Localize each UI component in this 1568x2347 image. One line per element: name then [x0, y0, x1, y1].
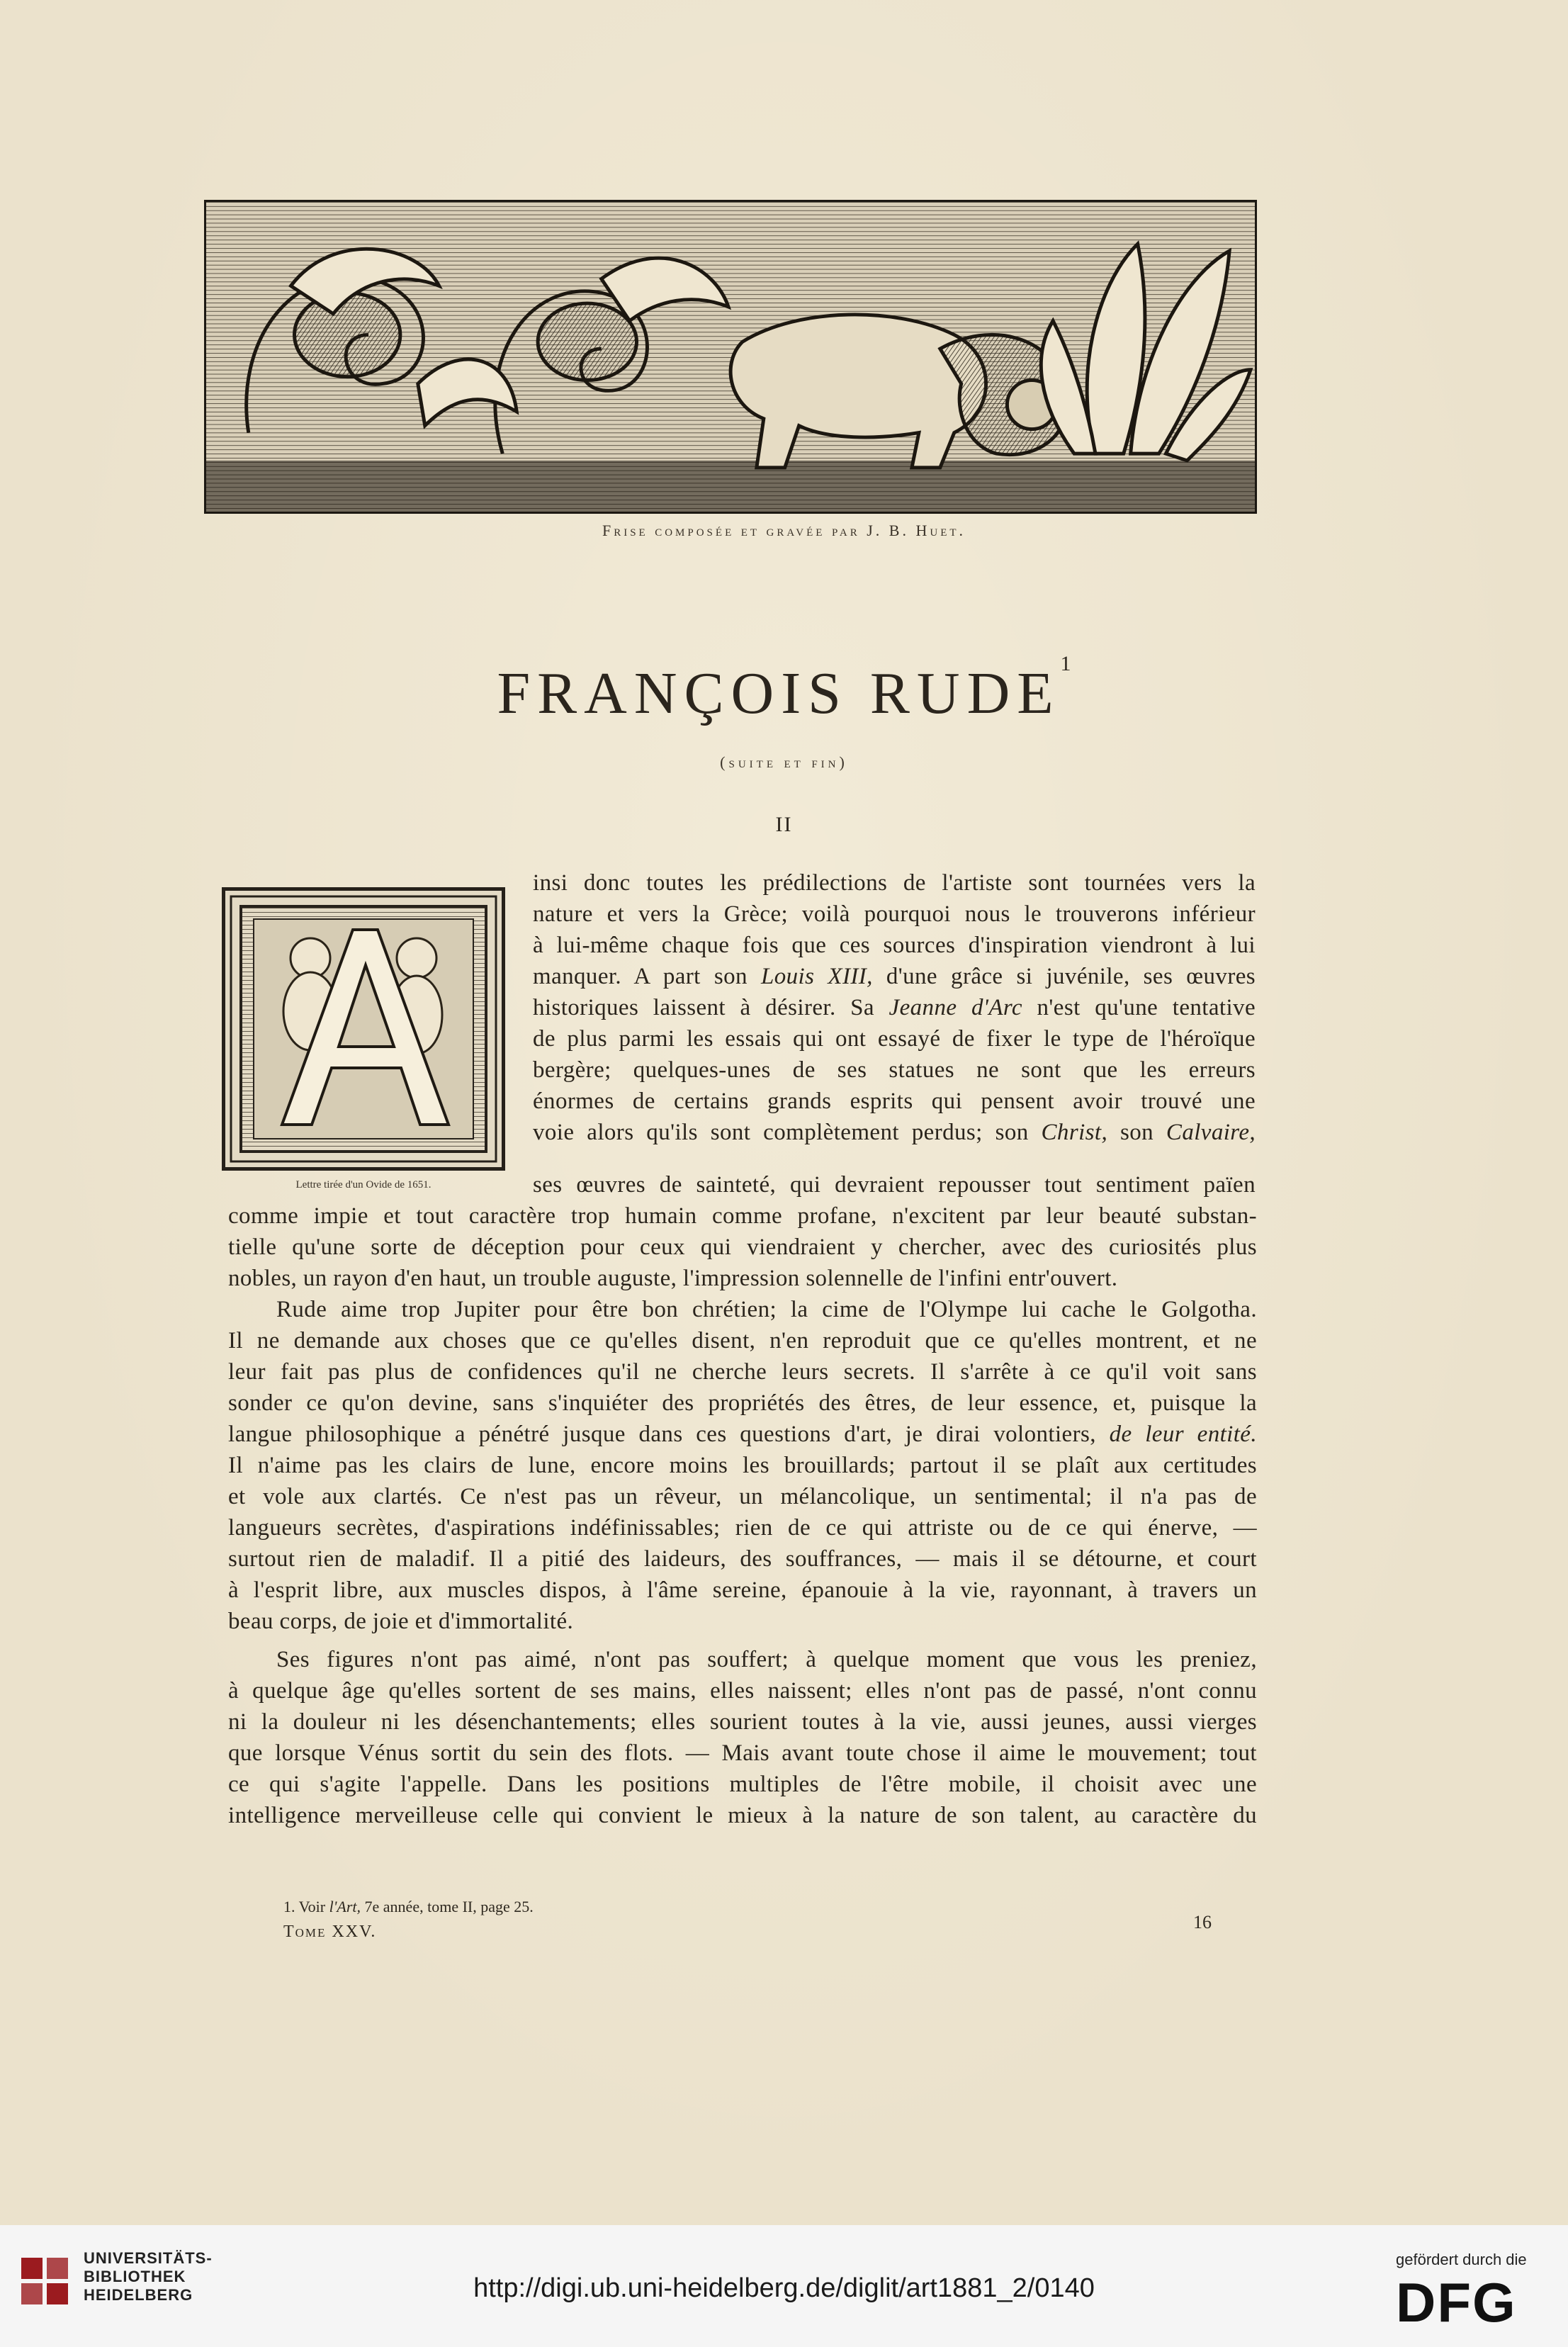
- text-line: surtout rien de maladif. Il a pitié des laideurs, des souffrances, — mais il se détourne, et court: [228, 1546, 1257, 1572]
- text-line: nobles, un rayon d'en haut, un trouble auguste, l'impression solennelle de l'infini entr'ouvert.: [228, 1266, 1118, 1291]
- title-text: FRANÇOIS RUDE: [497, 660, 1061, 726]
- sponsor-label: gefördert durch die: [1396, 2251, 1527, 2268]
- article-title: [0, 652, 1568, 728]
- footnote: 1. Voir l'Art, 7e année, tome II, page 25.: [283, 1898, 534, 1915]
- section-number: II: [775, 813, 793, 836]
- text-line: langueurs secrètes, d'aspirations indéfinissables; rien de ce qui attriste ou de ce qui énerve, —: [228, 1515, 1257, 1541]
- text-line: de plus parmi les essais qui ont essayé de fixer le type de l'héroïque: [533, 1026, 1256, 1052]
- text-line: tielle qu'une sorte de déception pour ceux qui viendraient y chercher, avec des curiosités plus: [228, 1234, 1257, 1260]
- frieze-caption: Frise composée et gravée par J. B. Huet.: [602, 522, 966, 539]
- text-line: à quelque âge qu'elles sortent de ses mains, elles naissent; elles n'ont pas de passé, n'ont connu: [228, 1678, 1257, 1704]
- text-line: manquer. A part son Louis XIII, d'une grâce si juvénile, ses œuvres: [533, 964, 1256, 989]
- text-line: à l'esprit libre, aux muscles dispos, à l'âme sereine, épanouie à la vie, rayonnant, à travers un: [228, 1577, 1257, 1603]
- digitization-footer: [0, 2225, 1568, 2347]
- text-line: nature et vers la Grèce; voilà pourquoi nous le trouverons inférieur: [533, 901, 1256, 927]
- text-line: insi donc toutes les prédilections de l'artiste sont tournées vers la: [533, 870, 1256, 896]
- text-line: leur fait pas plus de confidences qu'il ne cherche leurs secrets. Il s'arrête à ce qu'il voit sans: [228, 1359, 1257, 1385]
- text-line: bergère; quelques-unes de ses statues ne sont que les erreurs: [533, 1057, 1256, 1083]
- text-line: Il ne demande aux choses que ce qu'elles disent, n'en reproduit que ce qu'elles montrent, et ne: [228, 1328, 1257, 1353]
- text-line: à lui-même chaque fois que ces sources d'inspiration viendront à lui: [533, 933, 1256, 958]
- title-footnote-marker: 1: [1060, 652, 1071, 675]
- library-name-line: HEIDELBERG: [84, 2286, 193, 2304]
- text-line: Il n'aime pas les clairs de lune, encore moins les brouillards; partout il se plaît aux certitudes: [228, 1453, 1257, 1478]
- text-line: voie alors qu'ils sont complètement perdus; son Christ, son Calvaire,: [533, 1120, 1256, 1145]
- text-line: énormes de certains grands esprits qui pensent avoir trouvé une: [533, 1088, 1256, 1114]
- text-line: Ses figures n'ont pas aimé, n'ont pas souffert; à quelque moment que vous les preniez,: [276, 1647, 1257, 1672]
- text-line: Rude aime trop Jupiter pour être bon chrétien; la cime de l'Olympe lui cache le Golgotha.: [276, 1297, 1257, 1322]
- text-line: ni la douleur ni les désenchantements; elles sourient toutes à la vie, aussi jeunes, aussi vierges: [228, 1709, 1257, 1735]
- library-name-line: UNIVERSITÄTS-: [84, 2249, 213, 2267]
- dropcap-letter-a-image: [222, 887, 505, 1171]
- text-line: langue philosophique a pénétré jusque dans ces questions d'art, je dirai volontiers, de leur entité.: [228, 1422, 1257, 1447]
- tome-label: Tome XXV.: [283, 1923, 377, 1941]
- engraved-frieze-image: [204, 200, 1257, 514]
- digital-object-url-link[interactable]: http://digi.ub.uni-heidelberg.de/diglit/art1881_2/0140: [473, 2273, 1095, 2303]
- text-line: que lorsque Vénus sortit du sein des flots. — Mais avant toute chose il aime le mouvement; tout: [228, 1740, 1257, 1766]
- text-line: ses œuvres de sainteté, qui devraient repousser tout sentiment païen: [533, 1172, 1256, 1198]
- text-line: beau corps, de joie et d'immortalité.: [228, 1609, 574, 1634]
- text-line: comme impie et tout caractère trop humain comme profane, n'excitent par leur beauté substan-: [228, 1203, 1257, 1229]
- text-line: historiques laissent à désirer. Sa Jeanne d'Arc n'est qu'une tentative: [533, 995, 1256, 1020]
- text-line: et vole aux clartés. Ce n'est pas un rêveur, un mélancolique, un sentimental; il n'a pas de: [228, 1484, 1257, 1509]
- page-number: 16: [1193, 1912, 1212, 1932]
- article-subtitle: (suite et fin): [720, 753, 848, 771]
- text-line: intelligence merveilleuse celle qui convient le mieux à la nature de son talent, au caractère du: [228, 1803, 1257, 1828]
- dropcap-caption: Lettre tirée d'un Ovide de 1651.: [295, 1179, 432, 1191]
- text-line: ce qui s'agite l'appelle. Dans les positions multiples de l'être mobile, il choisit avec une: [228, 1772, 1257, 1797]
- library-name-line: BIBLIOTHEK: [84, 2268, 186, 2285]
- text-line: sonder ce qu'on devine, sans s'inquiéter des propriétés des êtres, de leur essence, et, puisque la: [228, 1390, 1257, 1416]
- dfg-logo: DFG: [1396, 2271, 1517, 2334]
